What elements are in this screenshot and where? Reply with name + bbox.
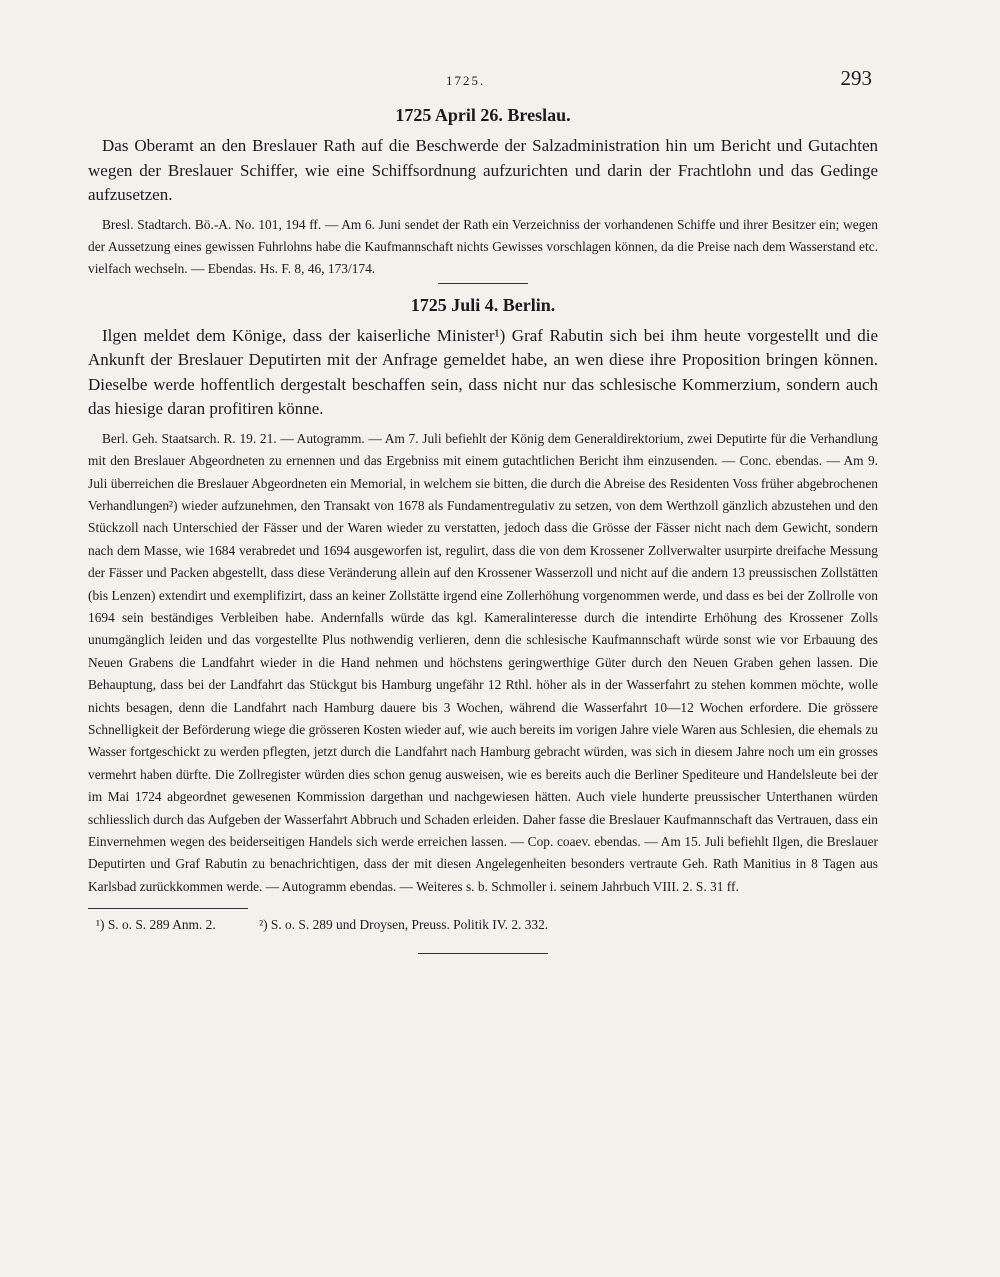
entry-april-26 xyxy=(88,102,878,281)
page-number: 293 xyxy=(840,66,872,90)
entry-heading: 1725 Juli 4. Berlin. xyxy=(410,294,556,315)
text-column xyxy=(88,102,878,954)
footnote-divider xyxy=(88,908,248,909)
end-divider xyxy=(418,953,548,954)
entry-note: Bresl. Stadtarch. Bö.-A. No. 101, 194 ff. — Am 6. Juni sendet der Rath ein Verzeichniss der vorhandenen Schiffe und ihrer Besitzer ein; wegen der Aussetzung eines gewissen Fuhrlohns habe die Kaufmannschaft nichts Gewisses vorschlagen können, da die Preise nach dem Wasserstand etc. vielfach wechseln. — Ebendas. Hs. F. 8, 46, 173/174. xyxy=(88,216,878,277)
entry-summary: Das Oberamt an den Breslauer Rath auf die Beschwerde der Salzadministration hin um Bericht und Gutachten wegen der Breslauer Schiffer, wie eine Schiffsordnung aufzurichten und darin der Frachtlohn und das Gedinge aufzusetzen. xyxy=(88,136,878,204)
footnotes xyxy=(88,915,878,935)
footnote-1: ¹) S. o. S. 289 Anm. 2. xyxy=(96,917,216,933)
section-divider xyxy=(438,283,528,284)
entry-juli-4 xyxy=(88,292,878,899)
entry-heading: 1725 April 26. Breslau. xyxy=(395,105,571,125)
entry-note: Berl. Geh. Staatsarch. R. 19. 21. — Autogramm. — Am 7. Juli befiehlt der König dem Generaldirektorium, zwei Deputirte für die Verhandlung mit den Breslauer Abgeordneten zu ernennen und das Ergebniss mit einem gutachtlichen Bericht ihm einzusenden. — Conc. ebendas. — Am 9. Juli überreichen die Breslauer Abgeordneten ein Memorial, in welchem sie bitten, die durch die Abreise des Residenten Voss früher abgebrochenen Verhandlungen²) wieder aufzunehmen, den Transakt von 1678 als Fundamentregulativ zu setzen, von dem Werthzoll gänzlich abzustehen und den Stückzoll nach Unterschied der Fässer und der Waren wieder zu verstatten, jedoch dass die Grösse der Fässer nicht nach dem Gewicht, sondern nach dem Masse, wie 1684 verabredet und 1694 ausgeworfen ist, regulirt, dass die von dem Krossener Zollverwalter usurpirte dreifache Messung der Fässer und Packen abgestellt, dass diese Veränderung allein auf den Krossener Wasserzoll und nicht auf die andern 13 preussischen Zollstätten (bis Lenzen) extendirt und exemplifizirt, dass an keiner Zollstätte irgend eine Zollerhöhung vorgenommen werde, und dass es bei der Zollrolle von 1694 sein beständiges Verbleiben habe. Andernfalls würde das kgl. Kameralinteresse durch die intendirte Erhöhung des Krossener Zolls unumgänglich leiden und das vorgestellte Plus nothwendig verlieren, denn die schlesische Kaufmannschaft würde sonst wie vor Erbauung des Neuen Grabens die Landfahrt wieder in die Hand nehmen und höchstens geringwerthige Güter durch den Neuen Graben gehen lassen. Die Behauptung, dass bei der Landfahrt das Stückgut bis Hamburg ungefähr 12 Rthl. höher als in der Wasserfahrt zu stehen kommen möchte, wolle nichts besagen, denn die Landfahrt nach Hamburg dauere bis 3 Wochen, während die Wasserfahrt 10—12 Wochen erfordere. Die grössere Schnelligkeit der Beförderung wiege die grösseren Kosten wieder auf, wie auch bereits im vorigen Jahre viele Waren aus Schlesien, die ehemals zu Wasser fortgeschickt zu werden pflegten, jetzt durch die Landfahrt nach Hamburg gebracht würden, was sich in diesem Jahre noch um ein grosses vermehrt haben dürfte. Die Zollregister würden dies schon genug ausweisen, wie es bereits auch die Berliner Spediteure und Handelsleute bei der im Mai 1724 abgeordnet gewesenen Kommission dargethan und nachgewiesen hätten. Auch viele hunderte preussischer Unterthanen würden schliesslich durch das Aufgeben der Wasserfahrt Abbruch und Schaden erleiden. Daher fasse die Breslauer Kaufmannschaft das Vertrauen, dass ein Einvernehmen wegen des beiderseitigen Handels sich werde erreichen lassen. — Cop. coaev. ebendas. — Am 15. Juli befiehlt Ilgen, die Breslauer Deputirten und Graf Rabutin zu benachrichtigen, dass der mit diesen Angelegenheiten besonders vertraute Geh. Rath Manitius in 8 Tagen aus Karlsbad zurückkommen werde. — Autogramm ebendas. — Weiteres s. b. Schmoller i. seinem Jahrbuch VIII. 2. S. 31 ff. xyxy=(88,430,878,894)
running-head: 1725. xyxy=(446,73,486,88)
entry-summary: Ilgen meldet dem Könige, dass der kaiserliche Minister¹) Graf Rabutin sich bei ihm heute vorgestellt und die Ankunft der Breslauer Deputirten mit der Anfrage gemeldet habe, an wen diese ihre Proposition bringen können. Dieselbe werde hoffentlich dergestalt beschaffen sein, dass nicht nur das schlesische Kommerzium, sondern auch das hiesige daran profitiren könne. xyxy=(88,325,878,419)
footnote-2: ²) S. o. S. 289 und Droysen, Preuss. Politik IV. 2. 332. xyxy=(259,917,549,933)
